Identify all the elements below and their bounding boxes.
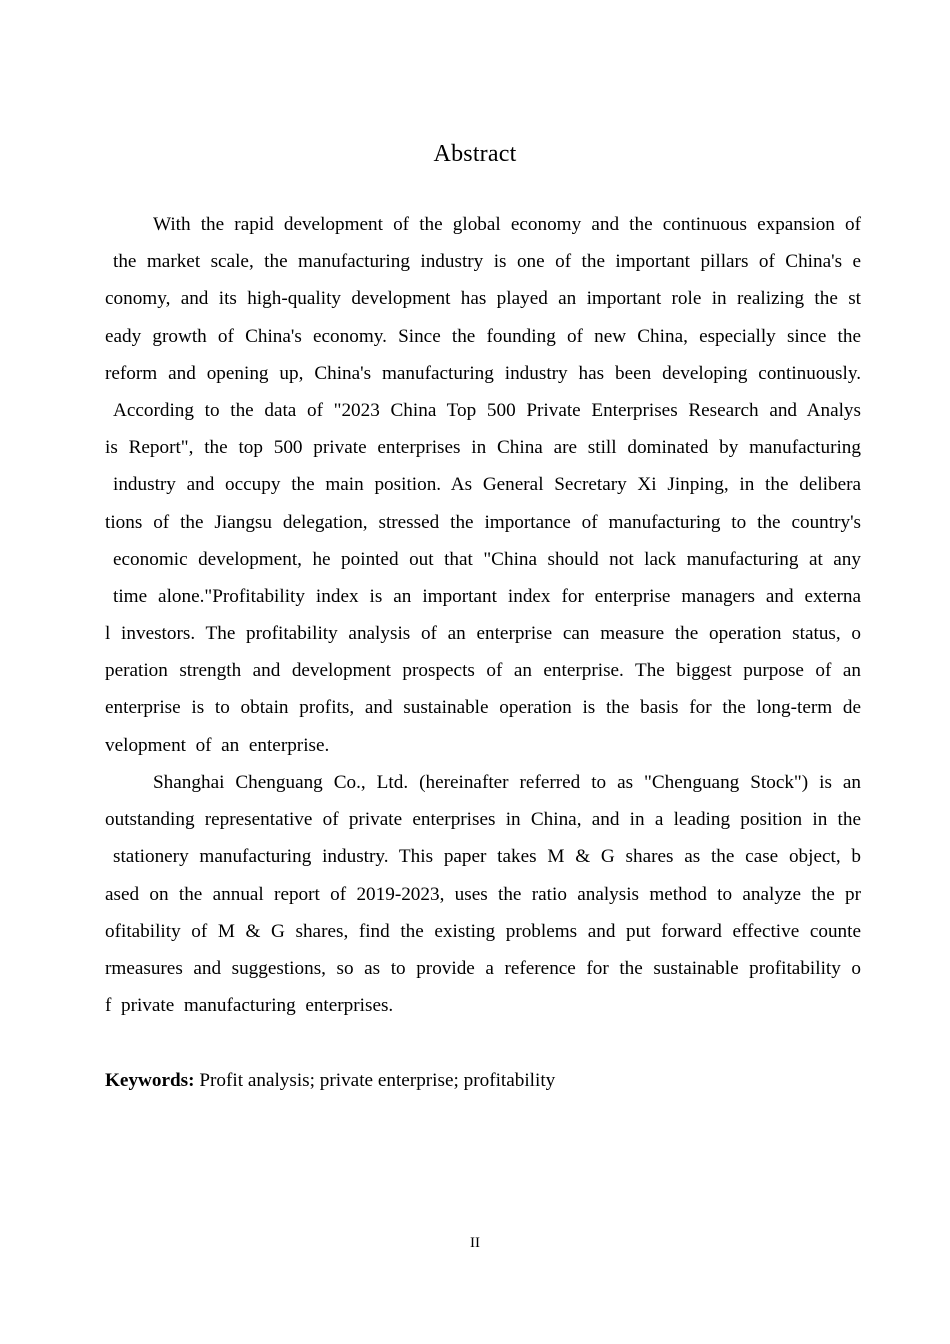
text-line: velopment of an enterprise. — [105, 734, 330, 756]
text-line: tions of the Jiangsu delegation, stressed the importance of manufacturing to the country's — [105, 511, 861, 533]
keywords-value: Profit analysis; private enterprise; profitability — [194, 1070, 556, 1091]
text-line: ased on the annual report of 2019-2023, uses the ratio analysis method to analyze the pr — [105, 883, 861, 905]
text-line: reform and opening up, China's manufacturing industry has been developing continuously. — [105, 362, 861, 384]
text-line: stationery manufacturing industry. This paper takes M & G shares as the case object, b — [113, 846, 861, 868]
text-line: industry and occupy the main position. As General Secretary Xi Jinping, in the delibera — [113, 474, 861, 496]
text-line: l investors. The profitability analysis of an enterprise can measure the operation status, o — [105, 623, 861, 645]
page-number: II — [470, 1235, 480, 1251]
text-line: conomy, and its high-quality development has played an important role in realizing the st — [105, 288, 861, 310]
keywords-line — [105, 1062, 861, 1099]
text-line: time alone."Profitability index is an important index for enterprise managers and externa — [113, 585, 861, 607]
keywords-section — [105, 1062, 861, 1099]
keywords-label: Keywords: — [105, 1070, 195, 1091]
page-title: Abstract — [433, 141, 517, 168]
text-line: the market scale, the manufacturing industry is one of the important pillars of China's e — [113, 251, 861, 273]
text-line: peration strength and development prospects of an enterprise. The biggest purpose of an — [105, 660, 861, 682]
text-line: eady growth of China's economy. Since the founding of new China, especially since the — [105, 325, 861, 347]
abstract-paragraph-1 — [105, 206, 861, 764]
text-line: enterprise is to obtain profits, and sustainable operation is the basis for the long-term de — [105, 697, 861, 719]
text-line: f private manufacturing enterprises. — [105, 995, 394, 1017]
text-line: Shanghai Chenguang Co., Ltd. (hereinafter referred to as "Chenguang Stock") is an — [153, 772, 861, 793]
text-line: According to the data of "2023 China Top 500 Private Enterprises Research and Analys — [113, 399, 861, 421]
text-line: With the rapid development of the global economy and the continuous expansion of — [153, 214, 861, 235]
abstract-paragraph-2 — [105, 764, 861, 1024]
text-line: is Report", the top 500 private enterprises in China are still dominated by manufacturing — [105, 437, 861, 459]
text-line: rmeasures and suggestions, so as to provide a reference for the sustainable profitability o — [105, 957, 861, 979]
text-line: economic development, he pointed out that "China should not lack manufacturing at any — [113, 548, 861, 570]
text-line: outstanding representative of private enterprises in China, and in a leading position in the — [105, 809, 861, 831]
text-line: ofitability of M & G shares, find the existing problems and put forward effective counte — [105, 920, 861, 942]
